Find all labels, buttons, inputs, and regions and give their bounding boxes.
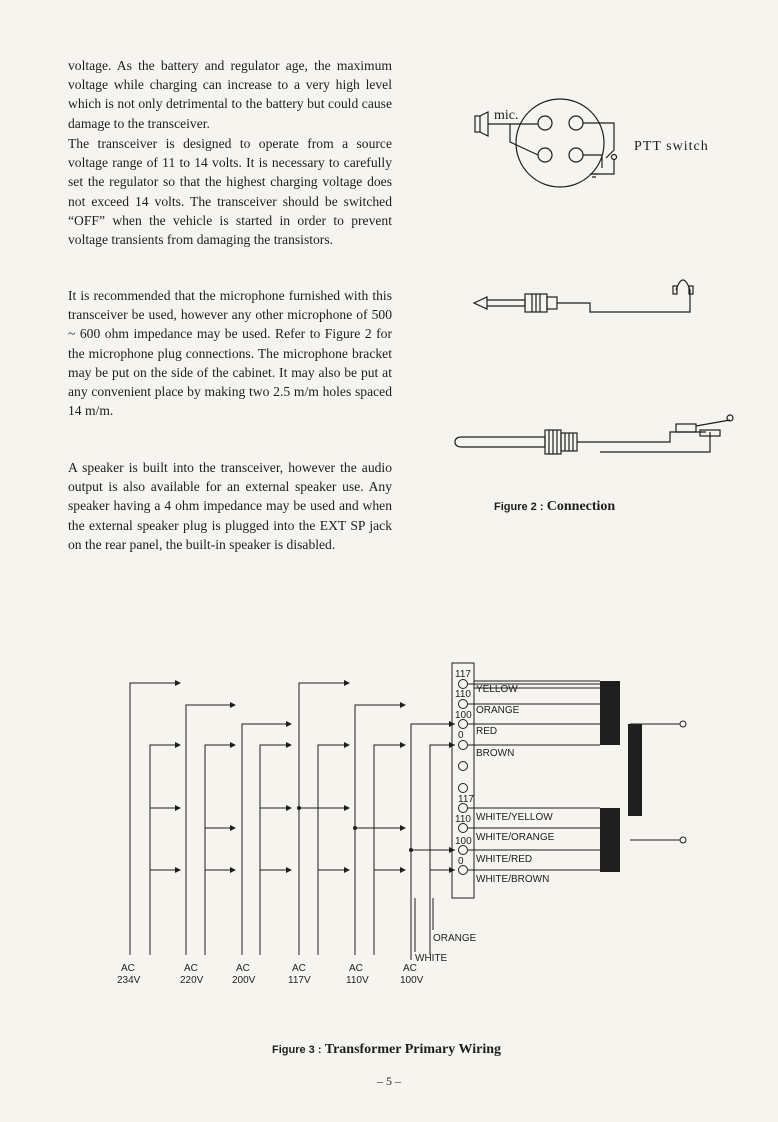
- paragraph-source-voltage: The transceiver is designed to operate from a source voltage range of 11 to 14 volts. It is necessary to carefully set the regulator so that the highest charging voltage does not exceed 14 volts. The transceiver should be switched “OFF” when the vehicle is started in order to prevent voltage transients from damaging the transistors.: [68, 136, 392, 248]
- figure-3-caption: [272, 1041, 501, 1058]
- svg-text:110: 110: [455, 814, 471, 825]
- mic-label: mic.: [494, 108, 519, 123]
- svg-text:110: 110: [455, 689, 471, 700]
- svg-text:117V: 117V: [288, 975, 311, 986]
- svg-text:200V: 200V: [232, 975, 256, 986]
- svg-text:AC: AC: [236, 963, 250, 974]
- paragraph-battery-voltage: voltage. As the battery and regulator age, the maximum voltage while charging can increase to a very high level which is not only detrimental to the battery but could cause damage to the transceiver.: [68, 58, 392, 131]
- wire-label-white-yellow: WHITE/YELLOW: [476, 812, 553, 823]
- svg-text:AC: AC: [403, 963, 417, 974]
- svg-text:110V: 110V: [346, 975, 369, 986]
- ac-voltage-labels: [117, 963, 424, 986]
- figure-2-label: Figure 2 :: [494, 501, 544, 513]
- tap-labels: [455, 669, 474, 867]
- wire-label-red: RED: [476, 726, 498, 737]
- lead-label-white: WHITE: [415, 953, 448, 964]
- paragraph-microphone: It is recommended that the microphone furnished with this transceiver be used, however any other microphone of 500 ~ 600 ohm impedance may be used. Refer to Figure 2 for the microphone plug connections. The microphone bracket may be put on the side of the cabinet. It may also be put at any convenient place by making two 2.5 m/m holes spaced 14 m/m.: [68, 288, 392, 419]
- page-number: – 5 –: [377, 1074, 401, 1088]
- svg-text:100V: 100V: [400, 975, 424, 986]
- figure-2-title: Connection: [546, 499, 616, 514]
- svg-text:100: 100: [455, 710, 472, 721]
- wire-label-orange: ORANGE: [476, 705, 520, 716]
- lead-label-orange: ORANGE: [433, 933, 477, 944]
- wire-label-white-orange: WHITE/ORANGE: [476, 832, 555, 843]
- svg-text:AC: AC: [292, 963, 306, 974]
- svg-text:AC: AC: [121, 963, 135, 974]
- wire-color-labels: [415, 684, 555, 964]
- svg-text:234V: 234V: [117, 975, 141, 986]
- svg-text:220V: 220V: [180, 975, 204, 986]
- transformer-core: [600, 681, 642, 872]
- svg-text:100: 100: [455, 836, 472, 847]
- svg-text:0: 0: [458, 856, 464, 867]
- svg-text:AC: AC: [184, 963, 198, 974]
- figure-3-label: Figure 3 :: [272, 1044, 322, 1056]
- svg-text:0: 0: [458, 730, 464, 741]
- wire-label-brown: BROWN: [476, 748, 515, 759]
- wire-label-yellow: YELLOW: [476, 684, 518, 695]
- svg-text:117: 117: [458, 794, 474, 805]
- ptt-switch-label: PTT switch: [634, 139, 709, 154]
- wire-label-white-red: WHITE/RED: [476, 854, 533, 865]
- svg-text:117: 117: [455, 669, 471, 680]
- figure-3-title: Transformer Primary Wiring: [324, 1042, 502, 1057]
- wire-label-white-brown: WHITE/BROWN: [476, 874, 550, 885]
- svg-text:AC: AC: [349, 963, 363, 974]
- paragraph-speaker: A speaker is built into the transceiver, however the audio output is also available for an external speaker use. Any speaker having a 4 ohm impedance may be used and when the external speaker plug is plugged into the EXT SP jack on the rear panel, the built-in speaker is disabled.: [68, 460, 392, 552]
